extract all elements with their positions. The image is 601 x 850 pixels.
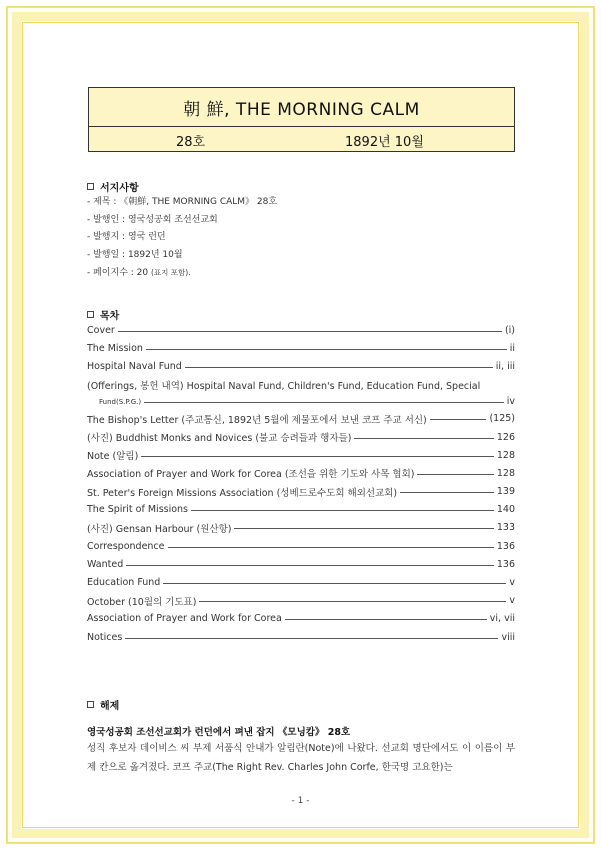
toc-entry bbox=[87, 410, 515, 428]
toc-entry-label: The Mission bbox=[87, 342, 143, 354]
toc-entry-page: v bbox=[509, 577, 515, 589]
toc-leader-line bbox=[417, 474, 493, 475]
toc-entry-page: 128 bbox=[496, 467, 515, 479]
toc-entry bbox=[87, 592, 515, 610]
toc-leader-line bbox=[168, 547, 494, 548]
toc-entry-label: Fund(S.P.G.) bbox=[99, 397, 142, 406]
toc-entry-label: Association of Prayer and Work for Corea bbox=[87, 613, 282, 625]
toc-entry bbox=[87, 428, 515, 446]
toc-entry bbox=[87, 628, 515, 646]
toc-leader-line bbox=[199, 601, 506, 602]
toc-entry bbox=[87, 519, 515, 537]
toc-entry bbox=[87, 464, 515, 482]
commentary-paragraph: 성직 후보자 데이비스 씨 부제 서품식 안내가 알림란(Note)에 나왔다. 선교회 명단에서도 이 이름이 부제 칸으로 옮겨졌다. 코프 주교(The Right Rev. Charles John Corfe, 한국명 고요한)는 bbox=[87, 743, 515, 773]
toc-entry bbox=[87, 501, 515, 519]
toc-entry-page: 133 bbox=[496, 522, 515, 534]
toc-entry-label: Notices bbox=[87, 631, 123, 643]
toc-entry-page: (i) bbox=[504, 324, 515, 336]
toc-leader-line bbox=[191, 510, 494, 511]
toc-entry-label: Cover bbox=[87, 324, 115, 336]
toc-entry-label: (사진) Buddhist Monks and Novices (불교 승려들과 행자들) bbox=[87, 433, 352, 445]
checkbox-square-icon bbox=[87, 701, 94, 708]
bibliography-item bbox=[87, 264, 277, 282]
toc-leader-line bbox=[141, 456, 494, 457]
toc-leader-line bbox=[126, 565, 494, 566]
toc-entry bbox=[87, 555, 515, 573]
toc-leader-line bbox=[146, 349, 507, 350]
checkbox-square-icon bbox=[87, 311, 94, 318]
toc-entry-label: Wanted bbox=[87, 558, 124, 570]
toc-entry-label: The Spirit of Missions bbox=[87, 504, 189, 516]
commentary-heading: 해제 bbox=[87, 697, 515, 712]
toc-entry-label: The Bishop's Letter (주교통신, 1892년 5월에 제물포에서 보낸 코프 주교 서신) bbox=[87, 414, 427, 426]
toc-leader-line bbox=[234, 528, 493, 529]
page-number: - 1 - bbox=[291, 796, 310, 806]
checkbox-square-icon bbox=[87, 183, 94, 190]
toc-entry bbox=[87, 357, 515, 375]
toc-entry-page: 136 bbox=[496, 558, 515, 570]
issue-date: 1892년 10월 bbox=[345, 135, 424, 150]
toc-entry bbox=[87, 483, 515, 501]
toc-entry bbox=[87, 573, 515, 591]
toc-entry-page: iv bbox=[506, 395, 515, 407]
bibliography-list bbox=[87, 194, 277, 282]
title-box bbox=[88, 87, 515, 152]
toc-entry-page: ii bbox=[509, 342, 515, 354]
toc-entry-page: 139 bbox=[496, 486, 515, 498]
toc-leader-line bbox=[118, 331, 502, 332]
toc-entry-label: Note (알림) bbox=[87, 451, 139, 463]
toc-entry-page: ii, iii bbox=[495, 360, 515, 372]
toc-leader-line bbox=[430, 419, 487, 420]
commentary-section bbox=[87, 697, 515, 777]
toc-entry-page: 140 bbox=[496, 504, 515, 516]
toc-entry-page: v bbox=[509, 595, 515, 607]
table-of-contents bbox=[87, 321, 515, 646]
toc-entry-page: vi, vii bbox=[489, 613, 515, 625]
toc-entry-page: 126 bbox=[496, 431, 515, 443]
bibliography-item: - 제목 : 《朝鮮, THE MORNING CALM》 28호 bbox=[87, 197, 278, 207]
toc-entry bbox=[87, 610, 515, 628]
toc-entry-label: Education Fund bbox=[87, 577, 161, 589]
issue-row bbox=[89, 127, 514, 151]
pages-label: - 페이지수 : 20 bbox=[87, 268, 149, 279]
bibliography-item: - 발행일 : 1892년 10월 bbox=[87, 249, 183, 260]
toc-entry-page: viii bbox=[501, 631, 515, 643]
toc-entry-label: Correspondence bbox=[87, 540, 165, 552]
bibliography-item: - 발행인 : 영국성공회 조선선교회 bbox=[87, 214, 218, 225]
toc-entry bbox=[87, 376, 515, 394]
toc-entry-page: 128 bbox=[496, 449, 515, 461]
pages-note: (표지 포함). bbox=[150, 268, 191, 278]
issue-number: 28호 bbox=[176, 135, 206, 150]
toc-entry-label: October (10월의 기도표) bbox=[87, 596, 197, 608]
toc-leader-line bbox=[125, 638, 498, 639]
toc-leader-line bbox=[163, 583, 506, 584]
toc-leader-line bbox=[144, 402, 504, 403]
toc-leader-line bbox=[400, 492, 494, 493]
toc-entry-label: Association of Prayer and Work for Corea (조선을 위한 기도와 사목 협회) bbox=[87, 469, 415, 481]
bibliography-item: - 발행지 : 영국 런던 bbox=[87, 232, 166, 243]
bibliography-heading: 서지사항 bbox=[87, 179, 139, 194]
toc-entry bbox=[87, 446, 515, 464]
toc-entry-page: 136 bbox=[496, 540, 515, 552]
document-title: 朝 鮮, THE MORNING CALM bbox=[89, 88, 514, 127]
toc-entry-label: St. Peter's Foreign Missions Association (성베드로수도회 해외선교회) bbox=[87, 487, 398, 499]
toc-leader-line bbox=[185, 367, 493, 368]
toc-entry-label: Hospital Naval Fund bbox=[87, 360, 182, 372]
toc-entry-label: (Offerings, 봉헌 내역) Hospital Naval Fund, Children's Fund, Education Fund, Special bbox=[87, 380, 481, 392]
toc-heading: 목차 bbox=[87, 307, 119, 322]
toc-entry bbox=[87, 321, 515, 339]
toc-entry bbox=[87, 394, 515, 410]
toc-entry-page: (125) bbox=[489, 413, 515, 425]
commentary-subtitle: 영국성공회 조선선교회가 런던에서 펴낸 잡지 《모닝캄》 28호 bbox=[87, 727, 351, 738]
toc-entry-label: (사진) Gensan Harbour (원산항) bbox=[87, 523, 232, 535]
toc-leader-line bbox=[285, 619, 487, 620]
toc-entry bbox=[87, 339, 515, 357]
toc-entry bbox=[87, 537, 515, 555]
toc-leader-line bbox=[354, 438, 493, 439]
